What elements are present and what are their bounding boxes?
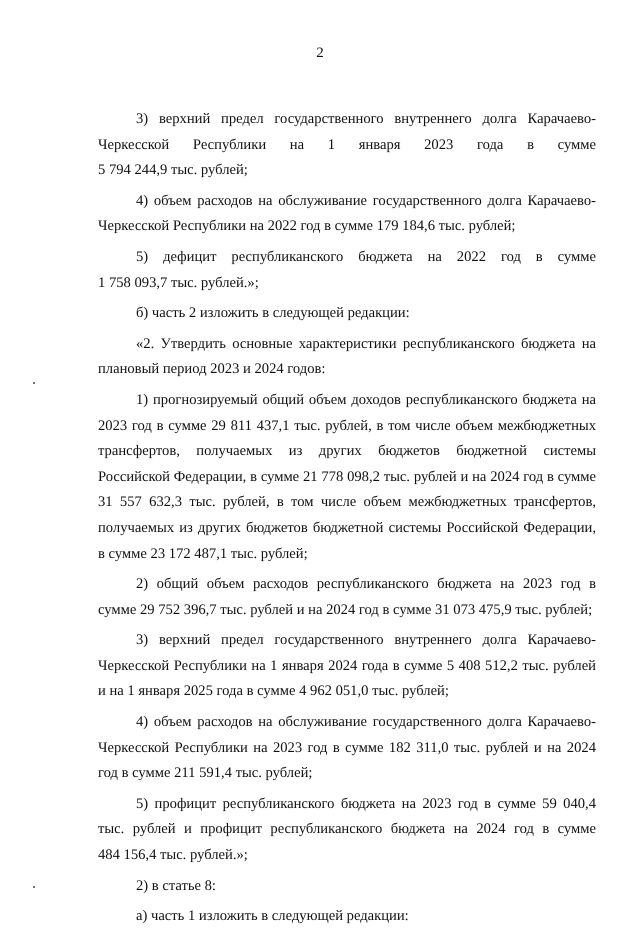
paragraph-line: Черкесской Республики на 2023 год в сумме 182 311,0 тыс. рублей и на 2024	[98, 739, 596, 756]
paragraph-line: 2023 год в сумме 29 811 437,1 тыс. рублей, в том числе объем межбюджетных	[98, 417, 596, 434]
paragraph-line: год в сумме 211 591,4 тыс. рублей;	[98, 765, 313, 782]
paragraph-line: 1 758 093,7 тыс. рублей.»;	[98, 274, 259, 291]
paragraph-line: и на 1 января 2025 года в сумме 4 962 051,0 тыс. рублей;	[98, 683, 449, 700]
paragraph-line: Черкесской Республики на 1 января 2023 года в сумме	[98, 136, 596, 153]
paragraph-line: «2. Утвердить основные характеристики республиканского бюджета на	[136, 335, 596, 352]
paragraph-line: 5) дефицит республиканского бюджета на 2022 год в сумме	[136, 248, 596, 265]
paragraph-line: 5) профицит республиканского бюджета на 2023 год в сумме 59 040,4	[136, 795, 596, 812]
paragraph-line: 31 557 632,3 тыс. рублей, в том числе объем межбюджетных трансфертов,	[98, 494, 596, 511]
scan-speck	[33, 382, 35, 384]
paragraph-line: трансфертов, получаемых из других бюджетов бюджетной системы	[98, 443, 596, 460]
paragraph-line: Черкесской Республики на 1 января 2024 года в сумме 5 408 512,2 тыс. рублей	[98, 657, 596, 674]
page-number: 2	[316, 45, 324, 61]
paragraph-line: 3) верхний предел государственного внутреннего долга Карачаево-	[136, 632, 596, 649]
paragraph-line: 3) верхний предел государственного внутреннего долга Карачаево-	[136, 111, 596, 127]
paragraph-line: тыс. рублей и профицит республиканского бюджета на 2024 год в сумме	[98, 821, 596, 838]
paragraph-line: 1) прогнозируемый общий объем доходов республиканского бюджета на	[136, 391, 596, 408]
paragraph-line: Черкесской Республики на 2022 год в сумме 179 184,6 тыс. рублей;	[98, 218, 516, 235]
paragraph-line: плановый период 2023 и 2024 годов:	[98, 361, 326, 378]
paragraph-line: Российской Федерации, в сумме 21 778 098,2 тыс. рублей и на 2024 год в сумме	[98, 468, 596, 485]
paragraph-line: 2) в статье 8:	[136, 877, 216, 894]
paragraph-line: в сумме 23 172 487,1 тыс. рублей;	[98, 545, 308, 562]
paragraph-line: 4) объем расходов на обслуживание государственного долга Карачаево-	[136, 192, 596, 209]
paragraph-line: а) часть 1 изложить в следующей редакции:	[136, 908, 409, 925]
paragraph-line: сумме 29 752 396,7 тыс. рублей и на 2024 год в сумме 31 073 475,9 тыс. рублей;	[98, 601, 593, 618]
paragraph-line: 4) объем расходов на обслуживание государственного долга Карачаево-	[136, 714, 596, 731]
scan-speck	[33, 886, 35, 888]
paragraph-line: 484 156,4 тыс. рублей.»;	[98, 847, 248, 864]
paragraph-line: 2) общий объем расходов республиканского бюджета на 2023 год в	[136, 576, 596, 593]
paragraph-line: 5 794 244,9 тыс. рублей;	[98, 162, 248, 179]
document-body	[98, 107, 596, 930]
paragraph-line: б) часть 2 изложить в следующей редакции:	[136, 305, 410, 322]
paragraph-line: получаемых из других бюджетов бюджетной системы Российской Федерации,	[98, 519, 596, 536]
